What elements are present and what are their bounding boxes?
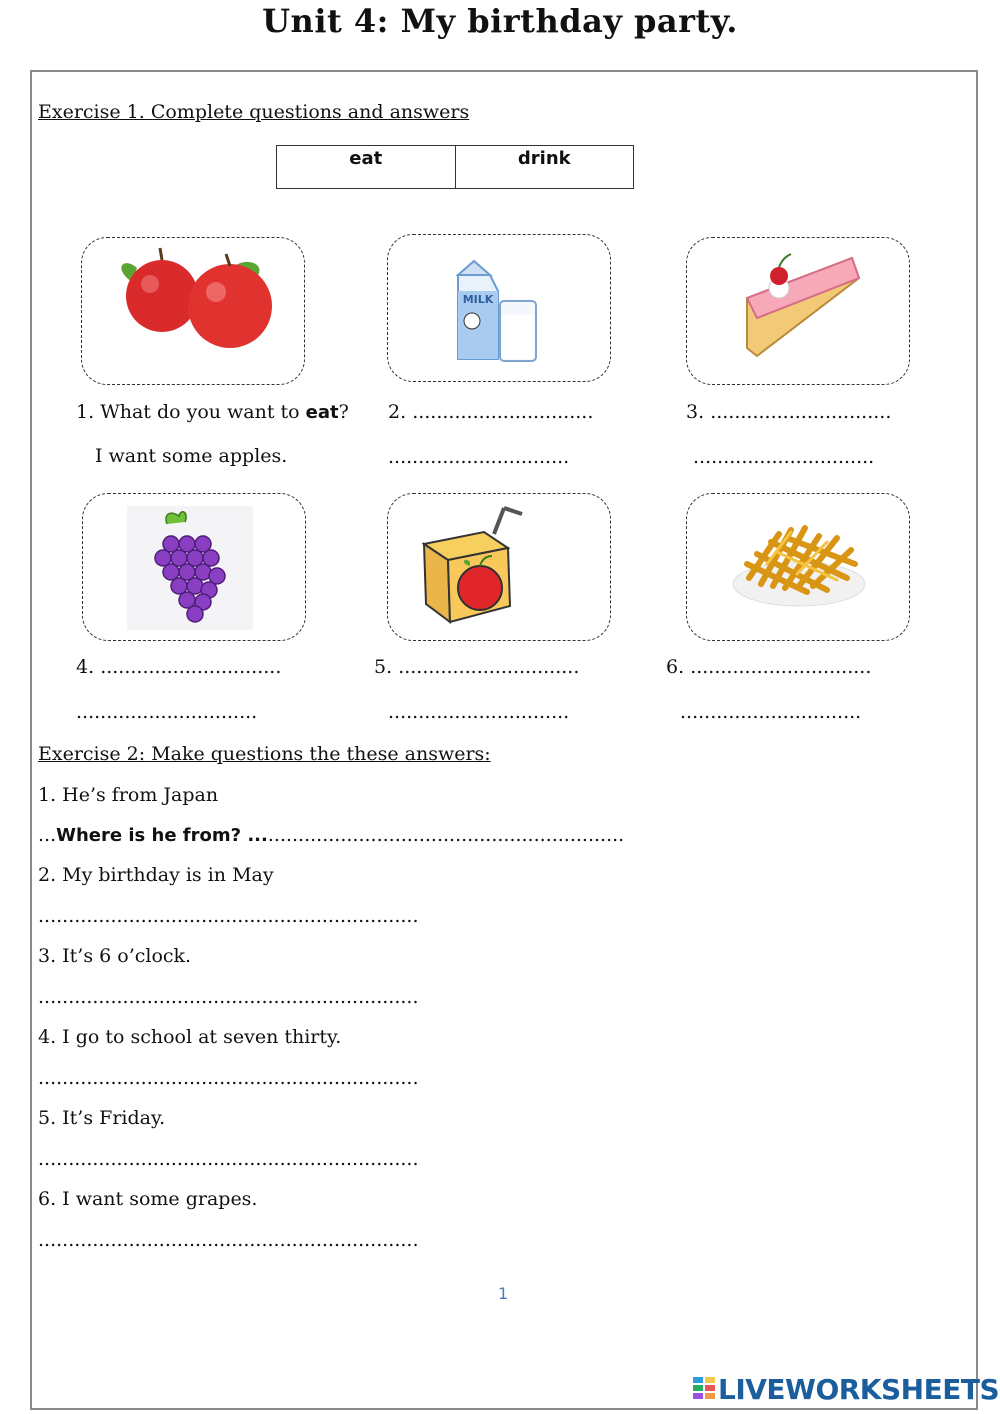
ex2-item-2-prompt: 2. My birthday is in May <box>38 864 274 886</box>
item-2-question: 2. .............................. <box>388 401 594 423</box>
picture-card-french-fries <box>686 493 910 641</box>
liveworksheets-logo <box>692 1372 999 1406</box>
liveworksheets-logo-icon <box>692 1375 718 1403</box>
item-5-blank-answer[interactable]: .............................. <box>388 701 570 723</box>
item-2-blank-answer[interactable]: .............................. <box>388 446 570 468</box>
item-4-blank-question[interactable]: .............................. <box>100 656 282 678</box>
picture-card-cake <box>686 237 910 385</box>
apples-icon <box>82 238 306 386</box>
milk-icon <box>388 235 612 387</box>
item-6-question: 6. .............................. <box>666 656 872 678</box>
svg-text:MILK: MILK <box>462 293 494 306</box>
item-2-blank-question[interactable]: .............................. <box>412 401 594 423</box>
item-4-blank-answer[interactable]: .............................. <box>76 701 258 723</box>
item-6-blank-answer[interactable]: .............................. <box>680 701 862 723</box>
item-1-answer: I want some apples. <box>95 445 288 467</box>
ex2-item-6-answer-blank[interactable]: ............................................................... <box>38 1229 419 1251</box>
item-5-blank-question[interactable]: .............................. <box>398 656 580 678</box>
ex2-item-2-answer-blank[interactable]: ............................................................... <box>38 905 419 927</box>
item-5-question: 5. .............................. <box>374 656 580 678</box>
word-box-eat: eat <box>349 148 383 169</box>
ex2-item-5-answer-blank[interactable]: ............................................................... <box>38 1148 419 1170</box>
ex2-item-3-answer-blank[interactable]: ............................................................... <box>38 986 419 1008</box>
item-3-question: 3. .............................. <box>686 401 892 423</box>
picture-card-juice-box <box>387 493 611 641</box>
item-3-blank-answer[interactable]: .............................. <box>693 446 875 468</box>
page-number: 1 <box>498 1284 509 1303</box>
ex2-item-3-prompt: 3. It’s 6 o’clock. <box>38 945 192 967</box>
word-box-drink: drink <box>455 146 634 188</box>
exercise-2-heading: Exercise 2: Make questions the these answers: <box>38 743 491 765</box>
grapes-icon <box>83 494 307 642</box>
french-fries-icon <box>687 494 911 644</box>
item-3-blank-question[interactable]: .............................. <box>710 401 892 423</box>
picture-card-milk <box>387 234 611 382</box>
page-title: Unit 4: My birthday party. <box>262 2 738 40</box>
cake-icon <box>687 238 911 388</box>
item-1-question: 1. What do you want to eat? <box>76 401 349 423</box>
liveworksheets-logo-text: LIVEWORKSHEETS <box>718 1372 1000 1406</box>
juice-box-icon <box>388 494 612 646</box>
exercise-1-heading: Exercise 1. Complete questions and answers <box>38 101 470 123</box>
ex2-item-5-prompt: 5. It’s Friday. <box>38 1107 166 1129</box>
picture-card-apples <box>81 237 305 385</box>
ex2-item-1-prompt: 1. He’s from Japan <box>38 784 219 806</box>
word-box <box>276 145 634 189</box>
ex2-item-1-answer: ...Where is he from? .............................................................. <box>38 824 625 846</box>
ex2-item-6-prompt: 6. I want some grapes. <box>38 1188 258 1210</box>
item-4-question: 4. .............................. <box>76 656 282 678</box>
picture-card-grapes <box>82 493 306 641</box>
item-6-blank-question[interactable]: .............................. <box>690 656 872 678</box>
ex2-item-4-prompt: 4. I go to school at seven thirty. <box>38 1026 342 1048</box>
ex2-item-4-answer-blank[interactable]: ............................................................... <box>38 1067 419 1089</box>
